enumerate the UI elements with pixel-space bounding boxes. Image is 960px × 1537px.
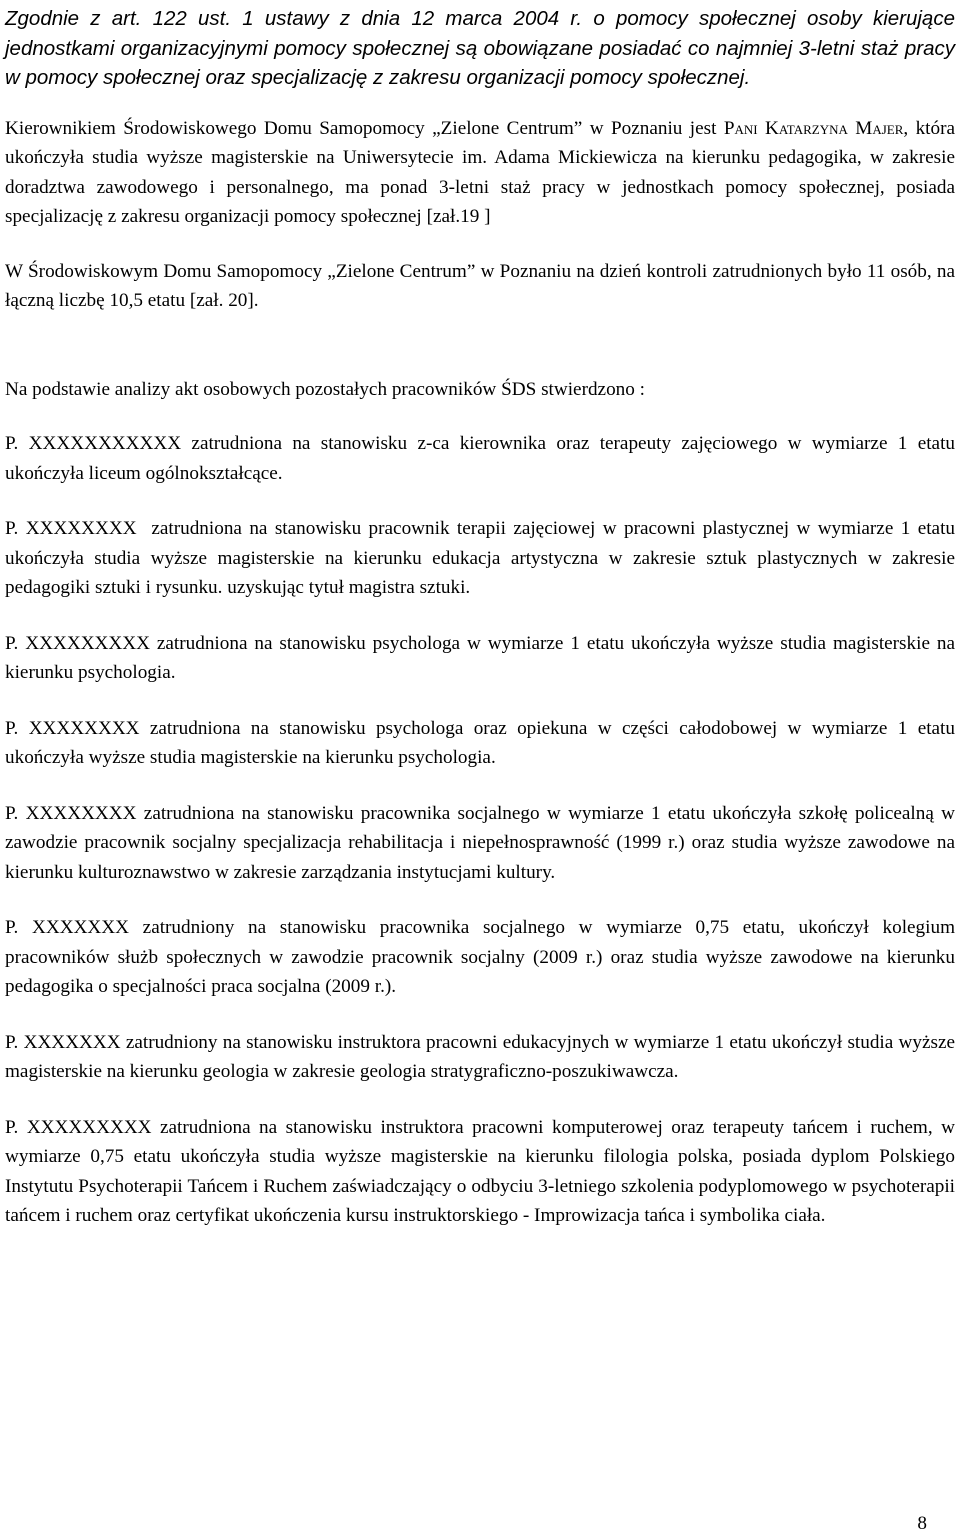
employee-paragraph: P. XXXXXXXX zatrudniona na stanowisku pracownik terapii zajęciowej w pracowni plastycznej w wymiarze 1 etatu ukończyła studia wyższe magisterskie na kierunku edukacja artystyczna w zakresie sztuk plastycznych w zakresie pedagogiki sztuki i rysunku. uzyskując tytuł magistra sztuki. <box>5 518 960 598</box>
director-text-before: Kierownikiem Środowiskowego Domu Samopomocy „Zielone Centrum” w Poznaniu jest <box>5 117 724 139</box>
employee-paragraph: P. XXXXXXXXXXX zatrudniona na stanowisku z-ca kierownika oraz terapeuty zajęciowego w wymiarze 1 etatu ukończyła liceum ogólnokształcące. <box>5 433 955 484</box>
document-page <box>5 4 960 1231</box>
employee-paragraph: P. XXXXXXX zatrudniony na stanowisku pracownika socjalnego w wymiarze 0,75 etatu, ukończył kolegium pracowników służb społecznych w zawodzie pracownik socjalny (2009 r.) oraz studia wyższe zawodowe na kierunku pedagogika o specjalności praca socjalna (2009 r.). <box>5 917 955 997</box>
staffing-paragraph: W Środowiskowym Domu Samopomocy „Zielone Centrum” w Poznaniu na dzień kontroli zatrudnionych było 11 osób, na łączną liczbę 10,5 etatu [zał. 20]. <box>5 260 955 311</box>
intro-paragraph: Zgodnie z art. 122 ust. 1 ustawy z dnia 12 marca 2004 r. o pomocy społecznej osoby kierujące jednostkami organizacyjnymi pomocy społecznej są obowiązane posiadać co najmniej 3-letni staż pracy w pomocy społecznej oraz specjalizację z zakresu organizacji pomocy społecznej. <box>5 7 955 89</box>
director-paragraph <box>5 114 955 232</box>
director-name: Pani Katarzyna Majer <box>723 117 904 139</box>
director-text-after: , która ukończyła studia wyższe magisterskie na Uniwersytecie im. Adama Mickiewicza na kierunku pedagogika, w zakresie doradztwa zawodowego i personalnego, ma ponad 3-letni staż pracy w jednostkach pomocy społecznej, posiada specjalizację z zakresu organizacji pomocy społecznej [zał.19 ] <box>5 117 956 227</box>
employee-paragraph: P. XXXXXXXX zatrudniona na stanowisku pracownika socjalnego w wymiarze 1 etatu ukończyła szkołę policealną w zawodzie pracownik socjalny specjalizacja rehabilitacja i niepełnosprawność (1999 r.) oraz studia wyższe zawodowe na kierunku kulturoznawstwo w zakresie zarządzania instytucjami kultury. <box>5 802 955 883</box>
employee-paragraph: P. XXXXXXXXX zatrudniona na stanowisku psychologa w wymiarze 1 etatu ukończyła wyższe studia magisterskie na kierunku psychologia. <box>5 632 955 683</box>
employee-paragraph: P. XXXXXXXX zatrudniona na stanowisku psychologa oraz opiekuna w części całodobowej w wymiarze 1 etatu ukończyła wyższe studia magisterskie na kierunku psychologia. <box>5 717 955 768</box>
page-number: 8 <box>917 1513 927 1534</box>
analysis-intro: Na podstawie analizy akt osobowych pozostałych pracowników ŚDS stwierdzono : <box>5 378 645 400</box>
employee-paragraph: P. XXXXXXX zatrudniony na stanowisku instruktora pracowni edukacyjnych w wymiarze 1 etatu ukończył studia wyższe magisterskie na kierunku geologia w zakresie geologia stratygraficzno-poszukiwawcza. <box>5 1031 955 1082</box>
employee-paragraph: P. XXXXXXXXX zatrudniona na stanowisku instruktora pracowni komputerowej oraz terapeuty tańcem i ruchem, w wymiarze 0,75 etatu ukończyła studia wyższe magisterskie na kierunku filologia polska, posiada dyplom Polskiego Instytutu Psychoterapii Tańcem i Ruchem zaświadczający o odbyciu 3-letniego szkolenia podyplomowego w psychoterapii tańcem i ruchem oraz certyfikat ukończenia kursu instruktorskiego - Improwizacja tańca i symbolika ciała. <box>5 1116 955 1226</box>
